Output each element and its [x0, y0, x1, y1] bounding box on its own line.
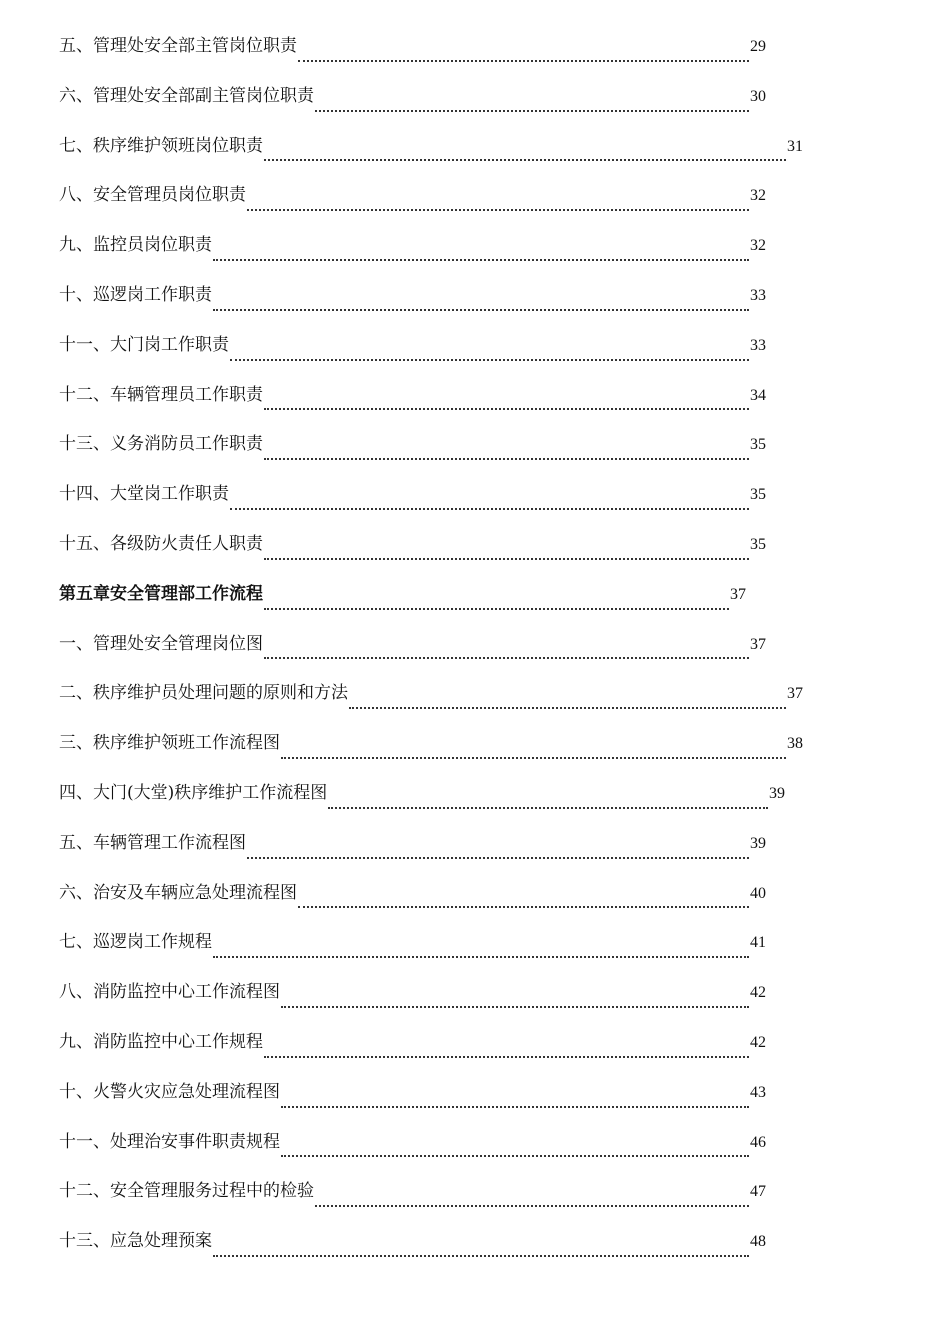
toc-dot-leader — [264, 157, 786, 161]
toc-chapter-entry[interactable] — [59, 582, 919, 632]
toc-entry-title: 十一、处理治安事件职责规程 — [59, 1131, 280, 1152]
toc-entry[interactable] — [59, 1130, 919, 1180]
toc-entry-title: 十二、安全管理服务过程中的检验 — [59, 1181, 314, 1202]
toc-dot-leader — [213, 257, 749, 261]
toc-entry-title: 一、管理处安全管理岗位图 — [59, 633, 263, 654]
toc-dot-leader — [213, 1253, 749, 1257]
toc-entry-title: 六、治安及车辆应急处理流程图 — [59, 882, 297, 903]
toc-page-number: 42 — [750, 984, 766, 1002]
toc-dot-leader — [281, 755, 786, 759]
toc-dot-leader — [298, 58, 749, 62]
toc-entry-title: 五、管理处安全部主管岗位职责 — [59, 36, 297, 56]
toc-dot-leader — [264, 456, 749, 460]
toc-entry-title: 十二、车辆管理员工作职责 — [59, 384, 263, 405]
toc-dot-leader — [230, 506, 749, 510]
toc-entry-title: 十、火警火灾应急处理流程图 — [59, 1081, 280, 1102]
toc-entry[interactable] — [59, 781, 919, 831]
toc-entry[interactable] — [59, 333, 919, 383]
toc-entry-title: 二、秩序维护员处理问题的原则和方法 — [59, 683, 348, 704]
toc-page-number: 47 — [750, 1183, 766, 1201]
toc-entry-title: 七、秩序维护领班岗位职责 — [59, 135, 263, 156]
toc-dot-leader — [230, 357, 749, 361]
toc-page-number: 37 — [787, 685, 803, 703]
toc-page-number: 37 — [750, 635, 766, 653]
toc-dot-leader — [264, 1054, 749, 1058]
toc-entry-title: 十、巡逻岗工作职责 — [59, 284, 212, 305]
toc-entry-title: 六、管理处安全部副主管岗位职责 — [59, 85, 314, 106]
toc-page-number: 35 — [750, 436, 766, 454]
toc-entry[interactable] — [59, 134, 919, 184]
toc-dot-leader — [264, 606, 729, 610]
toc-entry[interactable] — [59, 233, 919, 283]
toc-dot-leader — [281, 1004, 749, 1008]
toc-page-number: 35 — [750, 535, 766, 553]
toc-dot-leader — [264, 406, 749, 410]
toc-entry[interactable] — [59, 383, 919, 433]
toc-page-number: 34 — [750, 386, 766, 404]
toc-entry[interactable] — [59, 930, 919, 980]
toc-dot-leader — [213, 954, 749, 958]
toc-page-number: 43 — [750, 1083, 766, 1101]
toc-entry[interactable] — [59, 1229, 919, 1279]
toc-dot-leader — [315, 108, 749, 112]
toc-entry[interactable] — [59, 283, 919, 333]
toc-page-number: 39 — [750, 834, 766, 852]
toc-entry[interactable] — [59, 84, 919, 134]
toc-page-number: 38 — [787, 735, 803, 753]
toc-page-number: 32 — [750, 187, 766, 205]
toc-page-number: 30 — [750, 87, 766, 105]
toc-entry[interactable] — [59, 532, 919, 582]
toc-page-number: 33 — [750, 286, 766, 304]
toc-page-number: 40 — [750, 884, 766, 902]
table-of-contents — [59, 34, 919, 1279]
toc-dot-leader — [328, 805, 768, 809]
toc-page-number: 48 — [750, 1233, 766, 1251]
toc-page-number: 39 — [769, 784, 785, 802]
toc-entry[interactable] — [59, 632, 919, 682]
toc-page-number: 37 — [730, 585, 746, 603]
toc-dot-leader — [281, 1104, 749, 1108]
toc-dot-leader — [247, 855, 749, 859]
toc-dot-leader — [349, 705, 786, 709]
toc-entry-title: 三、秩序维护领班工作流程图 — [59, 733, 280, 754]
toc-entry[interactable] — [59, 681, 919, 731]
toc-entry-title: 九、监控员岗位职责 — [59, 235, 212, 256]
toc-entry[interactable] — [59, 831, 919, 881]
toc-entry-title: 五、车辆管理工作流程图 — [59, 832, 246, 853]
toc-page-number: 31 — [787, 137, 803, 155]
toc-dot-leader — [315, 1203, 749, 1207]
toc-entry-title: 第五章安全管理部工作流程 — [59, 583, 263, 604]
toc-dot-leader — [281, 1153, 749, 1157]
toc-dot-leader — [298, 904, 749, 908]
toc-entry[interactable] — [59, 980, 919, 1030]
toc-entry[interactable] — [59, 1179, 919, 1229]
toc-entry[interactable] — [59, 432, 919, 482]
toc-page-number: 32 — [750, 237, 766, 255]
toc-entry[interactable] — [59, 1080, 919, 1130]
toc-entry[interactable] — [59, 881, 919, 931]
toc-entry[interactable] — [59, 183, 919, 233]
toc-page-number: 42 — [750, 1033, 766, 1051]
toc-page-number: 41 — [750, 934, 766, 952]
toc-dot-leader — [247, 207, 749, 211]
toc-page-number: 35 — [750, 486, 766, 504]
toc-page-number: 33 — [750, 336, 766, 354]
toc-page-number: 46 — [750, 1133, 766, 1151]
toc-dot-leader — [264, 655, 749, 659]
toc-page-number: 29 — [750, 38, 766, 55]
toc-entry-title: 十一、大门岗工作职责 — [59, 334, 229, 355]
toc-entry[interactable] — [59, 34, 919, 84]
toc-entry[interactable] — [59, 482, 919, 532]
toc-entry[interactable] — [59, 1030, 919, 1080]
toc-entry[interactable] — [59, 731, 919, 781]
toc-entry-title: 九、消防监控中心工作规程 — [59, 1031, 263, 1052]
toc-entry-title: 七、巡逻岗工作规程 — [59, 932, 212, 953]
toc-dot-leader — [264, 556, 749, 560]
toc-dot-leader — [213, 307, 749, 311]
toc-entry-title: 八、消防监控中心工作流程图 — [59, 982, 280, 1003]
toc-entry-title: 八、安全管理员岗位职责 — [59, 185, 246, 206]
toc-entry-title: 四、大门(大堂)秩序维护工作流程图 — [59, 782, 328, 803]
toc-entry-title: 十四、大堂岗工作职责 — [59, 484, 229, 505]
toc-entry-title: 十三、应急处理预案 — [59, 1231, 212, 1252]
toc-entry-title: 十三、义务消防员工作职责 — [59, 434, 263, 455]
toc-entry-title: 十五、各级防火责任人职责 — [59, 533, 263, 554]
